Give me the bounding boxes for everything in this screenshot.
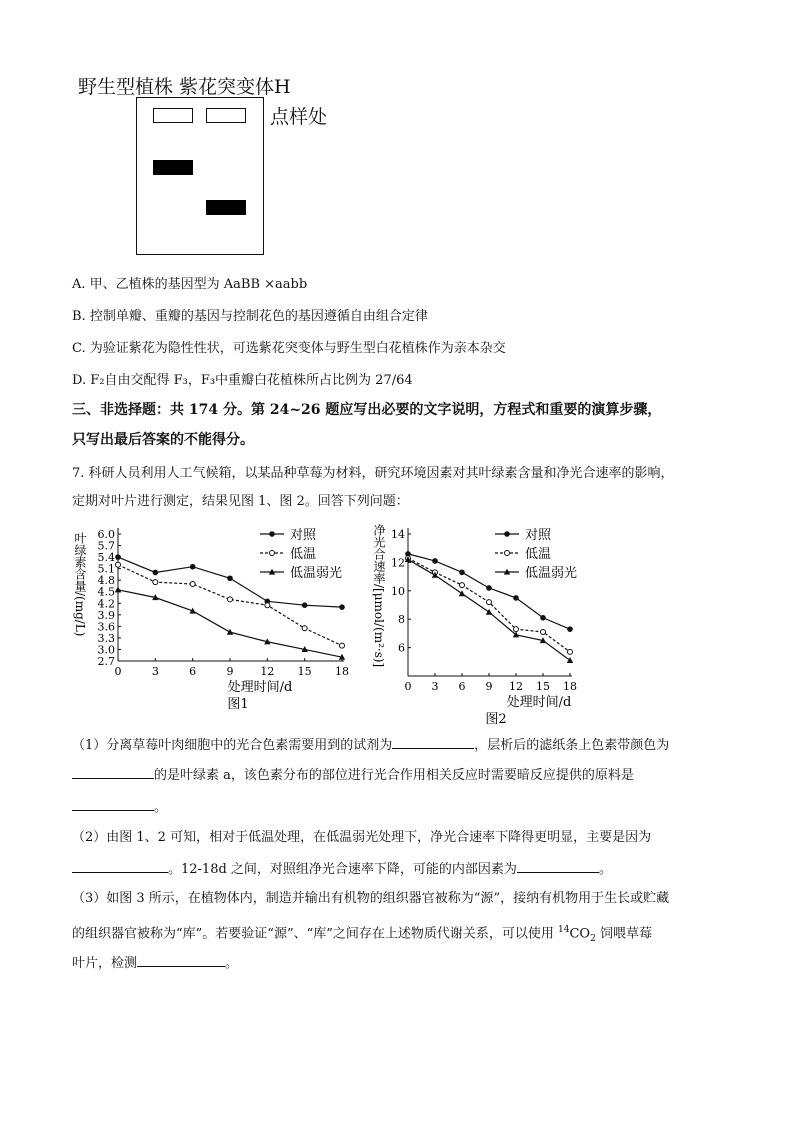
x-tick-label: 18 [563, 680, 577, 693]
y-axis-label: 净光合速率/[μmol/(m²·s)] [372, 524, 386, 668]
series-2-point [190, 582, 195, 587]
option-c: C. 为验证紫花为隐性性状，可选紫花突变体与野生型白花植株作为亲本杂交 [72, 341, 506, 356]
y-tick-label: 3.6 [97, 620, 115, 634]
q3-line3-text-b: 。 [225, 956, 239, 971]
series-2-point [153, 580, 158, 585]
q3-line3 [72, 952, 238, 974]
series-2-point [302, 626, 307, 631]
legend-label-1: 对照 [290, 528, 317, 543]
q1-blank-reagent[interactable] [392, 734, 474, 749]
legend-marker-1 [269, 531, 275, 537]
figure-caption: 图2 [485, 712, 507, 727]
legend-label-2: 低温 [525, 547, 552, 562]
q2-blank-reason[interactable] [72, 858, 168, 873]
legend-label-3: 低温弱光 [290, 566, 343, 581]
figure-caption: 图1 [227, 697, 249, 712]
y-tick-label: 3.3 [97, 631, 115, 645]
y-tick-label: 3.9 [97, 608, 115, 622]
q1-line2 [72, 764, 634, 786]
spot-box-mutant [206, 108, 246, 123]
question-stem-line1: 7. 科研人员利用人工气候箱，以某品种草莓为材料，研究环境因素对其叶绿素含量和净光合速率的影响， [72, 466, 674, 481]
q2-line2-text-a: 。12-18d 之间，对照组净光合速率下降，可能的内部因素为 [168, 862, 517, 877]
q3-line2 [72, 920, 652, 949]
legend-label-3: 低温弱光 [525, 566, 578, 581]
legend-marker-2 [270, 551, 275, 556]
q3-line1: （3）如图 3 所示，在植物体内，制造并输出有机物的组织器官被称为“源”，接纳有机物用于生长或贮藏 [72, 891, 670, 906]
option-a: A. 甲、乙植株的基因型为 AaBB ×aabb [72, 277, 308, 292]
option-b: B. 控制单瓣、重瓣的基因与控制花色的基因遵循自由组合定律 [72, 309, 428, 324]
q1-line3-text: 。 [154, 800, 168, 815]
y-tick-label: 12 [391, 556, 405, 570]
legend-label-2: 低温 [290, 547, 317, 562]
series-1-point [432, 558, 438, 564]
y-tick-label: 14 [391, 528, 405, 541]
legend-marker-2 [505, 551, 510, 556]
series-1-point [486, 585, 492, 591]
y-axis-label: 叶绿素含量/(mg/L) [73, 532, 87, 637]
q3-line2-text-b: CO [569, 926, 591, 942]
legend-label-1: 对照 [525, 528, 552, 543]
x-tick-label: 0 [114, 665, 122, 678]
q3-sup: 14 [558, 925, 570, 935]
series-2-point [460, 583, 465, 588]
series-1-point [339, 604, 345, 610]
x-tick-label: 15 [297, 665, 312, 678]
series-2-point [487, 600, 492, 605]
spot-box-wild [153, 108, 193, 123]
q3-line3-text-a: 叶片，检测 [72, 956, 138, 971]
q1-line1-text-b: ，层析后的滤纸条上色素带颜色为 [474, 738, 670, 753]
series-1-point [459, 570, 465, 576]
q3-line2-text-a: 的组织器官被称为“库”。若要验证“源”、“库”之间存在上述物质代谢关系，可以使用 [72, 926, 559, 942]
figure-1-chart [60, 518, 360, 728]
series-3-point [567, 657, 573, 663]
y-tick-label: 8 [398, 613, 405, 627]
series-2-point [541, 629, 546, 634]
x-tick-label: 18 [335, 665, 349, 678]
option-d: D. F₂自由交配得 F₃，F₃中重瓣白花植株所占比例为 27/64 [72, 373, 413, 388]
figure-2-chart [365, 518, 605, 728]
series-2-point [265, 603, 270, 608]
series-2-point [116, 562, 121, 567]
q1-blank-raw-material[interactable] [72, 796, 154, 811]
q1-line1-text-a: （1）分离草莓叶肉细胞中的光合色素需要用到的试剂为 [72, 738, 393, 753]
y-tick-label: 5.1 [97, 562, 115, 576]
q3-sub: 2 [590, 933, 596, 944]
series-3-point [115, 586, 121, 592]
q3-blank-detect[interactable] [137, 952, 225, 967]
q1-line1 [72, 734, 669, 756]
section-heading-line1: 三、非选择题：共 174 分。第 24~26 题应写出必要的文字说明，方程式和重要的演算步骤， [72, 402, 662, 418]
q3-line2-text-c: 饲喂草莓 [595, 926, 652, 942]
series-1-point [567, 626, 573, 632]
series-3-point [459, 590, 465, 596]
y-tick-label: 10 [391, 584, 405, 598]
y-tick-label: 3.0 [97, 643, 115, 657]
band-mutant [206, 200, 246, 215]
figure-top-title: 野生型植株 紫花突变体H [78, 76, 291, 98]
spot-label: 点样处 [270, 106, 328, 128]
x-tick-label: 12 [509, 680, 523, 693]
series-3-point [227, 629, 233, 635]
chromatography-paper [136, 97, 264, 255]
series-1-point [190, 564, 196, 570]
q2-blank-internal-factor[interactable] [517, 858, 599, 873]
series-2-point [340, 643, 345, 648]
x-tick-label: 12 [260, 665, 275, 678]
series-2-point [228, 597, 233, 602]
x-tick-label: 15 [536, 680, 550, 693]
y-tick-label: 5.4 [97, 551, 115, 565]
x-tick-label: 6 [458, 680, 466, 693]
x-axis-label: 处理时间/d [506, 695, 572, 710]
legend-marker-1 [504, 531, 510, 537]
series-1-point [115, 554, 121, 560]
y-tick-label: 4.2 [97, 597, 115, 611]
q2-line2 [72, 858, 612, 880]
section-heading-line2: 只写出最后答案的不能得分。 [72, 432, 254, 448]
x-tick-label: 6 [189, 665, 197, 678]
x-axis-label: 处理时间/d [227, 680, 293, 695]
q1-line2-text: 的是叶绿素 a，该色素分布的部位进行光合作用相关反应时需要暗反应提供的原料是 [154, 768, 634, 783]
y-tick-label: 5.7 [97, 539, 115, 553]
y-tick-label: 2.7 [97, 655, 115, 668]
q2-line1: （2）由图 1、2 可知，相对于低温处理，在低温弱光处理下，净光合速率下降得更明显，主要是因为 [72, 830, 652, 845]
series-1-point [513, 595, 519, 601]
q1-line3 [72, 796, 167, 818]
question-stem-line2: 定期对叶片进行测定，结果见图 1、图 2。回答下列问题： [72, 494, 409, 509]
q2-line2-text-b: 。 [598, 862, 612, 877]
y-tick-label: 4.8 [97, 574, 115, 588]
series-3-point [486, 609, 492, 615]
q1-blank-color[interactable] [72, 764, 154, 779]
x-tick-label: 9 [485, 680, 493, 693]
y-tick-label: 4.5 [97, 585, 115, 599]
band-wild [153, 160, 193, 175]
series-1-point [302, 602, 308, 608]
series-2-point [568, 649, 573, 654]
series-2-point [514, 627, 519, 632]
series-1-point [153, 570, 159, 576]
series-1-point [227, 575, 233, 581]
series-1-point [540, 615, 546, 621]
x-tick-label: 3 [431, 680, 439, 693]
x-tick-label: 3 [151, 665, 159, 678]
x-tick-label: 0 [404, 680, 412, 693]
y-tick-label: 6 [398, 641, 405, 655]
x-tick-label: 9 [226, 665, 234, 678]
y-tick-label: 6.0 [97, 528, 115, 541]
